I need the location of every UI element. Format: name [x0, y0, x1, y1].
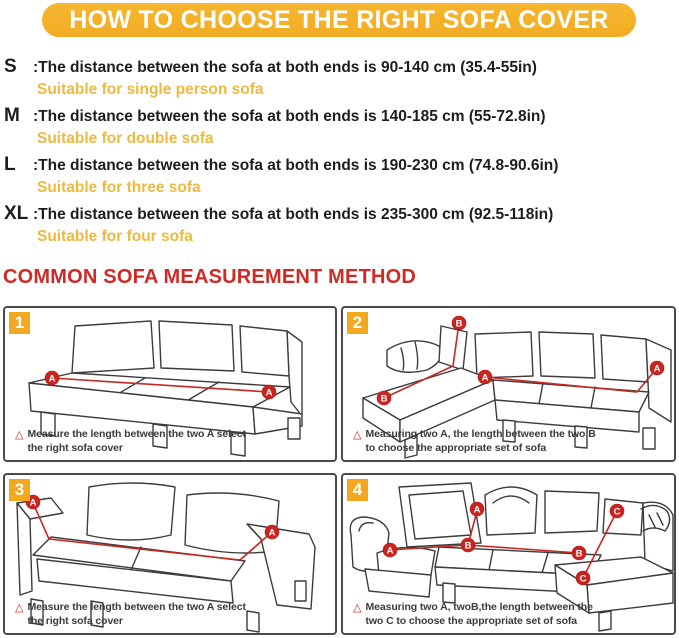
- size-suitable-note: Suitable for single person sofa: [37, 81, 264, 98]
- warning-triangle-icon: △: [353, 602, 362, 614]
- marker-letter: A: [481, 372, 489, 384]
- measure-marker: [470, 502, 484, 516]
- size-guide: [4, 55, 674, 251]
- warning-triangle-icon: △: [353, 429, 362, 441]
- measure-marker: [576, 571, 590, 585]
- size-letter: L: [4, 154, 16, 175]
- measure-marker: [262, 385, 276, 399]
- size-row-s: [4, 55, 674, 101]
- measure-marker: [650, 361, 664, 375]
- panel-3: [3, 473, 337, 635]
- size-description: :The distance between the sofa at both ends is 90-140 cm (35.4-55in): [33, 59, 537, 76]
- marker-letter: A: [265, 387, 273, 399]
- caption-line: Measuring two A, twoB,the length between the: [365, 601, 593, 613]
- panel-caption: [353, 601, 593, 628]
- marker-letter: C: [579, 573, 587, 585]
- panel-caption: [15, 428, 246, 455]
- caption-line: Measure the length between the two A select: [27, 428, 246, 440]
- size-row-l: [4, 153, 674, 199]
- measurement-panels: [3, 306, 676, 635]
- marker-letter: A: [29, 497, 37, 509]
- size-letter: S: [4, 56, 17, 77]
- panel-caption: [15, 601, 246, 628]
- size-suitable-note: Suitable for four sofa: [37, 228, 193, 245]
- caption-line: the right sofa cover: [27, 441, 123, 454]
- caption-line: Measure the length between the two A select: [27, 601, 246, 613]
- size-description: :The distance between the sofa at both ends is 235-300 cm (92.5-118in): [33, 206, 554, 223]
- size-row-m: [4, 104, 674, 150]
- marker-letter: A: [386, 545, 394, 557]
- measure-marker: [572, 546, 586, 560]
- panel-caption: [353, 428, 596, 455]
- header-banner: [42, 3, 636, 37]
- marker-letter: A: [268, 527, 276, 539]
- section-title: COMMON SOFA MEASUREMENT METHOD: [3, 266, 417, 288]
- measure-marker: [45, 371, 59, 385]
- marker-letter: B: [575, 548, 583, 560]
- panel-number-badge: 1: [9, 312, 30, 334]
- marker-letter: A: [653, 363, 661, 375]
- caption-line: to choose the appropriate set of sofa: [365, 441, 547, 454]
- panel-4: [341, 473, 676, 635]
- marker-letter: B: [380, 393, 388, 405]
- size-letter: M: [4, 105, 20, 126]
- size-letter: XL: [4, 203, 29, 224]
- measure-marker: [478, 370, 492, 384]
- measure-marker: [265, 525, 279, 539]
- caption-line: the right sofa cover: [27, 614, 123, 627]
- measure-marker: [383, 543, 397, 557]
- panel-number-badge: 3: [9, 479, 30, 501]
- marker-letter: C: [613, 506, 621, 518]
- measure-marker: [452, 316, 466, 330]
- panel-number-badge: 4: [347, 479, 368, 501]
- page-title: HOW TO CHOOSE THE RIGHT SOFA COVER: [69, 5, 609, 34]
- marker-letter: B: [464, 540, 472, 552]
- warning-triangle-icon: △: [15, 429, 24, 441]
- measure-marker: [610, 504, 624, 518]
- warning-triangle-icon: △: [15, 602, 24, 614]
- size-description: :The distance between the sofa at both ends is 140-185 cm (55-72.8in): [33, 108, 546, 125]
- panel-2: [341, 306, 676, 462]
- caption-line: two C to choose the appropriate set of sofa: [365, 614, 578, 627]
- panel-1: [3, 306, 337, 462]
- size-suitable-note: Suitable for three sofa: [37, 179, 201, 196]
- measure-marker: [461, 538, 475, 552]
- size-suitable-note: Suitable for double sofa: [37, 130, 214, 147]
- size-row-xl: [4, 202, 674, 248]
- marker-letter: A: [473, 504, 481, 516]
- measure-marker: [377, 391, 391, 405]
- size-description: :The distance between the sofa at both ends is 190-230 cm (74.8-90.6in): [33, 157, 559, 174]
- marker-letter: B: [455, 318, 463, 330]
- panel-number-badge: 2: [347, 312, 368, 334]
- marker-letter: A: [48, 373, 56, 385]
- caption-line: Measuring two A, the length between the two B: [365, 428, 596, 440]
